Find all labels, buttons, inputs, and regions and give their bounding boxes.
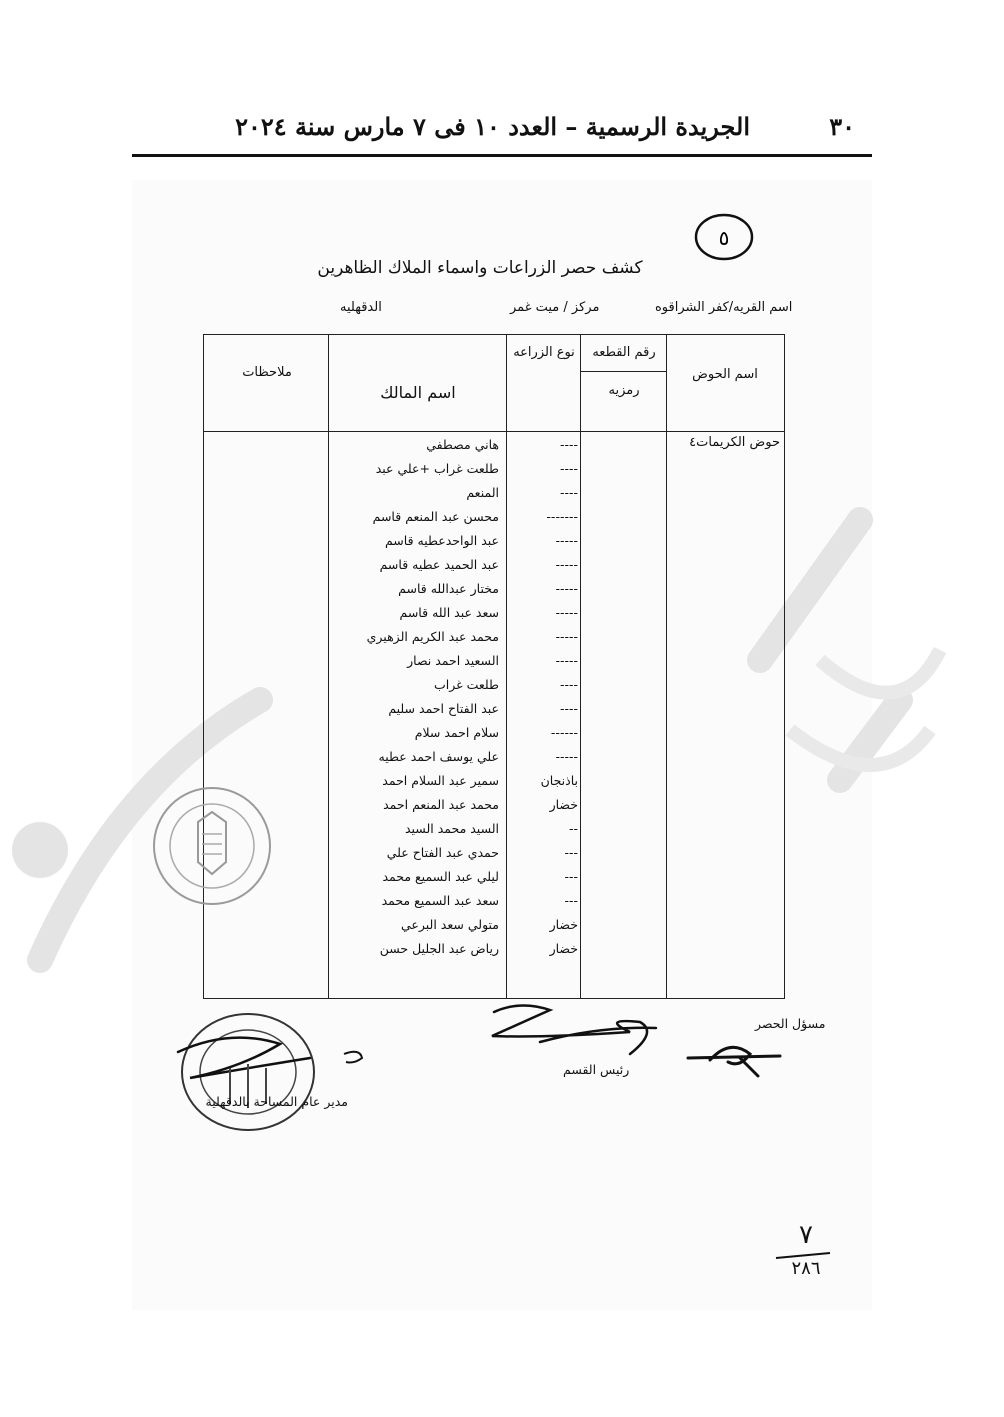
owner-cell: عبد الحميد عطيه قاسم [379,557,499,572]
owner-cell: عبد الفتاح احمد سليم [388,701,499,716]
owner-cell: حمدي عبد الفتاح علي [386,845,499,860]
handwritten-mark-icon [340,1044,370,1068]
crop-cell: خضار [549,797,578,812]
crop-cell: ---- [559,485,578,500]
crop-cell: خضار [549,941,578,956]
crop-cell: -- [568,821,578,836]
crop-cell: ------- [546,509,578,524]
village-label: اسم القريه/كفر الشراقوه [655,300,793,315]
center-label: مركز / ميت غمر [510,300,600,315]
owner-cell: سمير عبد السلام احمد [382,773,499,788]
crop-cell: ---- [559,677,578,692]
owner-cell: المنعم [466,485,499,500]
owner-cell: طلعت غراب +علي عبد [375,461,499,476]
owner-cell: محسن عبد المنعم قاسم [372,509,499,524]
owner-cell: سعد عبد الله قاسم [399,605,499,620]
header-owner-name: اسم المالك [380,383,456,402]
crop-cell: ---- [559,461,578,476]
owner-cell: محمد عبد الكريم الزهيري [366,629,499,644]
crop-cell: ----- [555,557,578,572]
crop-cell: باذنجان [540,773,578,788]
owner-cell: علي يوسف احمد عطيه [378,749,499,764]
folio-number-top: ٧ [799,1220,813,1250]
owner-cell: هاني مصطفي [426,437,499,452]
owner-cell: السعيد احمد نصار [407,653,499,668]
owner-cell: سلام احمد سلام [414,725,499,740]
crop-cell: --- [564,893,578,908]
crop-cell: ---- [559,701,578,716]
header-rule [132,154,872,157]
plot-subheader-divider [580,371,666,372]
crop-cell: ----- [555,749,578,764]
gazette-header-title: الجريدة الرسمية – العدد ١٠ فى ٧ مارس سنة ٢٠٢٤ [235,112,750,141]
crop-cell: ---- [559,437,578,452]
survey-table [203,334,785,999]
basin-name-cell: حوض الكريمات٤ [689,435,780,450]
survey-officer-signature-icon [680,1032,790,1080]
owner-cell: رياض عبد الجليل حسن [379,941,499,956]
crop-cell: ----- [555,533,578,548]
folio-number-bottom: ٢٨٦ [791,1258,821,1279]
director-stamp-icon [170,1008,320,1138]
owner-cell: عبد الواحدعطيه قاسم [384,533,499,548]
owner-cell: السيد محمد السيد [404,821,499,836]
director-label: مدير عام المساحة بالدقهلية [205,1094,348,1109]
document-title: كشف حصر الزراعات واسماء الملاك الظاهرين [317,258,643,278]
header-divider [204,431,784,432]
header-plot-number: رقم القطعه [592,345,656,360]
crop-cell: ----- [555,629,578,644]
owner-cell: متولي سعد البرعي [401,917,499,932]
mark-digit: ٥ [718,226,730,250]
header-basin-name: اسم الحوض [692,367,758,382]
circled-number-mark [690,205,760,265]
column-divider [328,335,329,998]
crop-cell: ----- [555,605,578,620]
crop-cell: خضار [549,917,578,932]
owner-cell: طلعت غراب [433,677,499,692]
column-divider [666,335,667,998]
header-plot-code: رمزيه [608,383,640,398]
governorate-label: الدقهليه [340,300,382,315]
column-divider [506,335,507,998]
crop-cell: --- [564,869,578,884]
crop-cell: ------ [550,725,578,740]
owner-cell: مختار عبدالله قاسم [398,581,499,596]
header-crop-type: نوع الزراعه [513,345,575,360]
official-seal-icon [150,782,274,910]
owner-cell: ليلي عبد السميع محمد [382,869,499,884]
crop-cell: ----- [555,581,578,596]
column-divider [580,335,581,998]
crop-cell: ----- [555,653,578,668]
survey-officer-label: مسؤل الحصر [755,1016,826,1031]
owner-cell: محمد عبد المنعم احمد [383,797,499,812]
header-notes: ملاحظات [242,365,292,380]
section-head-label: رئيس القسم [563,1062,630,1077]
crop-cell: --- [564,845,578,860]
section-head-signature-icon [480,998,670,1068]
page-number: ٣٠ [829,112,855,141]
owner-cell: سعد عبد السميع محمد [381,893,499,908]
